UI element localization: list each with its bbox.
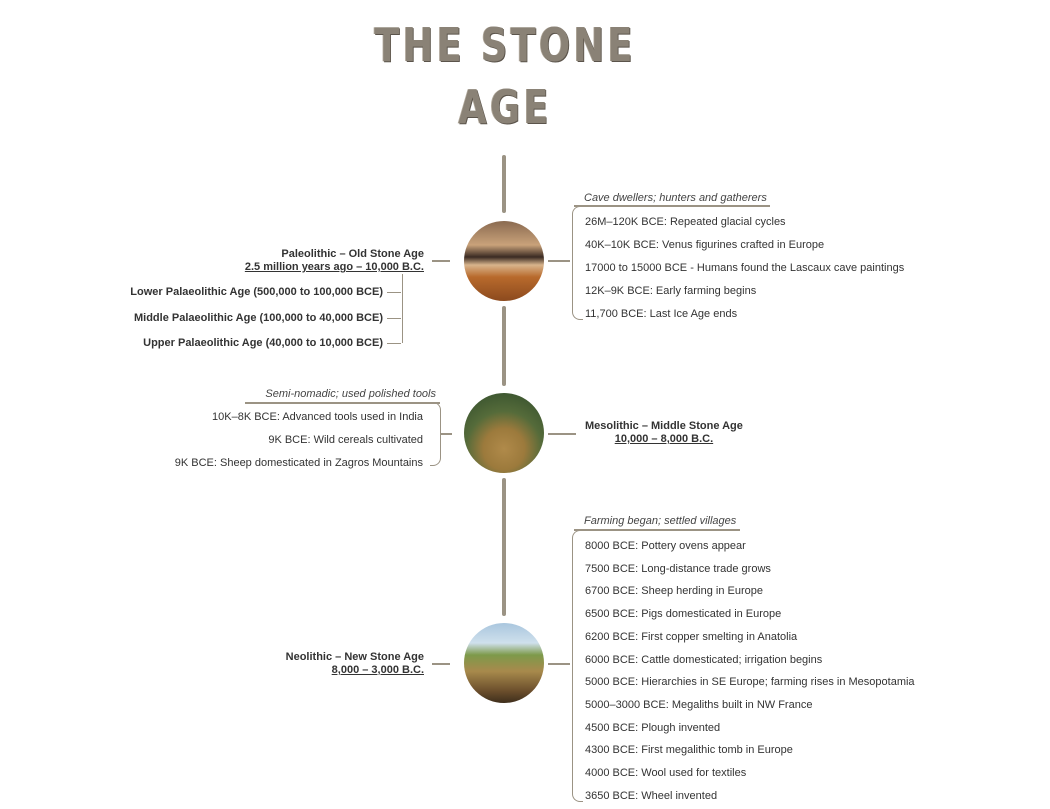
heading-underline xyxy=(245,402,440,404)
event: 10K–8K BCE: Advanced tools used in India xyxy=(212,411,423,423)
tick xyxy=(387,318,401,319)
event: 6700 BCE: Sheep herding in Europe xyxy=(585,585,763,598)
mesolithic-dates: 10,000 – 8,000 B.C. xyxy=(614,433,714,445)
paleolithic-summary: Cave dwellers; hunters and gatherers xyxy=(584,192,767,204)
connector xyxy=(440,433,452,435)
event: 4000 BCE: Wool used for textiles xyxy=(585,767,747,779)
subperiod-middle: Middle Palaeolithic Age (100,000 to 40,000 BCE) xyxy=(133,312,383,324)
event: 5000–3000 BCE: Megaliths built in NW France xyxy=(585,698,813,711)
event: 6500 BCE: Pigs domesticated in Europe xyxy=(585,608,782,621)
neolithic-summary: Farming began; settled villages xyxy=(584,515,737,527)
connector xyxy=(548,663,570,665)
title-line-1: THE STONE xyxy=(374,18,636,72)
neolithic-name: Neolithic – New Stone Age xyxy=(285,651,424,663)
events-brace xyxy=(572,206,583,320)
event: 9K BCE: Wild cereals cultivated xyxy=(268,434,423,446)
tick xyxy=(387,343,401,344)
paleolithic-label xyxy=(245,248,424,274)
event: 11,700 BCE: Last Ice Age ends xyxy=(585,308,738,320)
event: 6000 BCE: Cattle domesticated; irrigation begins xyxy=(585,653,823,666)
event: 40K–10K BCE: Venus figurines crafted in Europe xyxy=(585,239,825,251)
paleolithic-name: Paleolithic – Old Stone Age xyxy=(281,248,424,260)
hut-image xyxy=(464,393,544,473)
heading-underline xyxy=(574,529,740,531)
event: 3650 BCE: Wheel invented xyxy=(585,789,718,802)
title-line-2: AGE xyxy=(458,80,552,134)
connector xyxy=(548,260,570,262)
event: 7500 BCE: Long-distance trade grows xyxy=(585,562,771,575)
event: 8000 BCE: Pottery ovens appear xyxy=(585,540,746,552)
event: 5000 BCE: Hierarchies in SE Europe; farming rises in Mesopotamia xyxy=(585,676,915,689)
neolithic-label xyxy=(286,651,424,677)
timeline-stem xyxy=(502,306,506,386)
connector xyxy=(548,433,576,435)
cave-painting-image xyxy=(464,221,544,301)
heading-underline xyxy=(574,205,770,207)
event: 9K BCE: Sheep domesticated in Zagros Mountains xyxy=(174,457,423,469)
events-brace xyxy=(572,530,583,802)
event: 12K–9K BCE: Early farming begins xyxy=(585,285,757,297)
paleolithic-dates: 2.5 million years ago – 10,000 B.C. xyxy=(244,261,424,273)
event: 26M–120K BCE: Repeated glacial cycles xyxy=(585,216,786,228)
event: 17000 to 15000 BCE - Humans found the Lascaux cave paintings xyxy=(585,262,905,274)
timeline-stem xyxy=(502,155,506,213)
connector xyxy=(432,663,450,665)
mesolithic-summary: Semi-nomadic; used polished tools xyxy=(265,388,436,400)
subperiod-bracket xyxy=(392,274,403,343)
mesolithic-label xyxy=(585,420,743,446)
village-image xyxy=(464,623,544,703)
neolithic-dates: 8,000 – 3,000 B.C. xyxy=(331,664,424,676)
tick xyxy=(387,292,401,293)
subperiod-upper: Upper Palaeolithic Age (40,000 to 10,000 BCE) xyxy=(143,337,383,349)
mesolithic-name: Mesolithic – Middle Stone Age xyxy=(585,420,743,432)
connector xyxy=(432,260,450,262)
event: 6200 BCE: First copper smelting in Anatolia xyxy=(585,630,798,643)
timeline-stem xyxy=(502,478,506,616)
event: 4300 BCE: First megalithic tomb in Europe xyxy=(585,744,793,757)
subperiod-lower: Lower Palaeolithic Age (500,000 to 100,000 BCE) xyxy=(130,286,383,298)
event: 4500 BCE: Plough invented xyxy=(585,721,721,734)
